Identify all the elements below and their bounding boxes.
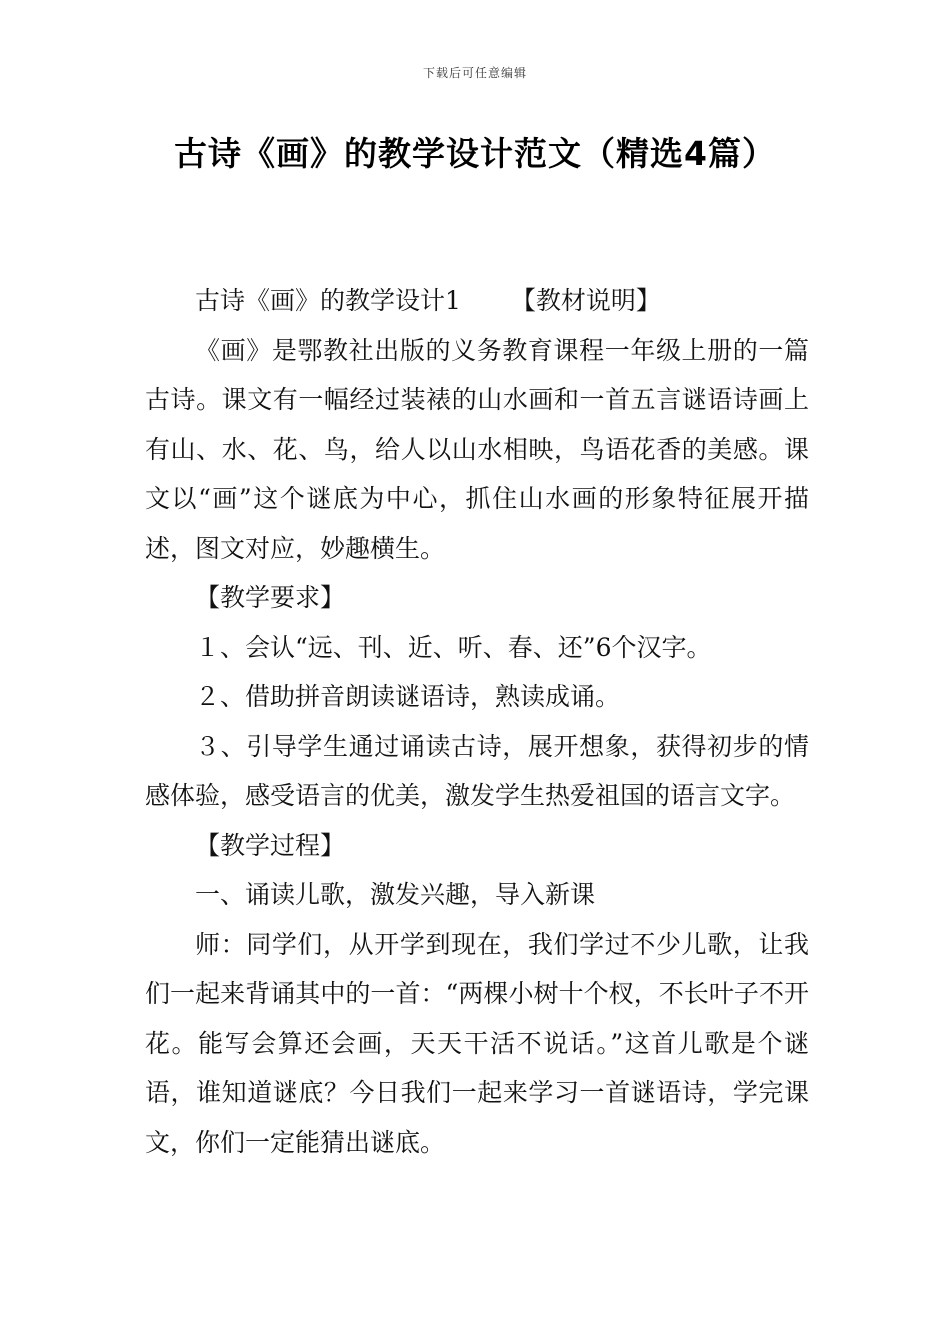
document-body bbox=[145, 276, 809, 1167]
paragraph-process-heading: 【教学过程】 bbox=[195, 830, 346, 860]
paragraph-textbook-intro: 《画》是鄂教社出版的义务教育课程一年级上册的一篇古诗。课文有一幅经过装裱的山水画和一首五言谜语诗画上有山、水、花、鸟，给人以山水相映，鸟语花香的美感。课文以“画”这个谜底为中心，抓住山水画的形象特征展开描述，图文对应，妙趣横生。 bbox=[145, 335, 809, 563]
paragraph-requirement-3: ３、引导学生通过诵读古诗，展开想象，获得初步的情感体验，感受语言的优美，激发学生热爱祖国的语言文字。 bbox=[145, 731, 809, 810]
paragraph-requirements-heading: 【教学要求】 bbox=[195, 583, 346, 612]
paragraph-step-1: 一、诵读儿歌，激发兴趣，导入新课 bbox=[195, 880, 596, 909]
header-note: 下载后可任意编辑 bbox=[422, 66, 527, 80]
paragraph-requirement-2: ２、借助拼音朗读谜语诗，熟读成诵。 bbox=[195, 682, 621, 711]
section-label: 【教材说明】 bbox=[510, 286, 661, 315]
document-title: 古诗《画》的教学设计范文（精选4篇） bbox=[174, 134, 776, 173]
section-heading: 古诗《画》的教学设计1 bbox=[195, 286, 461, 315]
paragraph-requirement-1: １、会认“远、刊、近、听、春、还”6个汉字。 bbox=[195, 632, 712, 662]
paragraph-teacher-speech: 师：同学们，从开学到现在，我们学过不少儿歌，让我们一起来背诵其中的一首：“两棵小树十个杈，不长叶子不开花。能写会算还会画，天天干活不说话。”这首儿歌是个谜语，谁知道谜底？今日我们一起来学习一首谜语诗，学完课文，你们一定能猜出谜底。 bbox=[145, 929, 809, 1157]
section-heading-line bbox=[145, 276, 809, 326]
